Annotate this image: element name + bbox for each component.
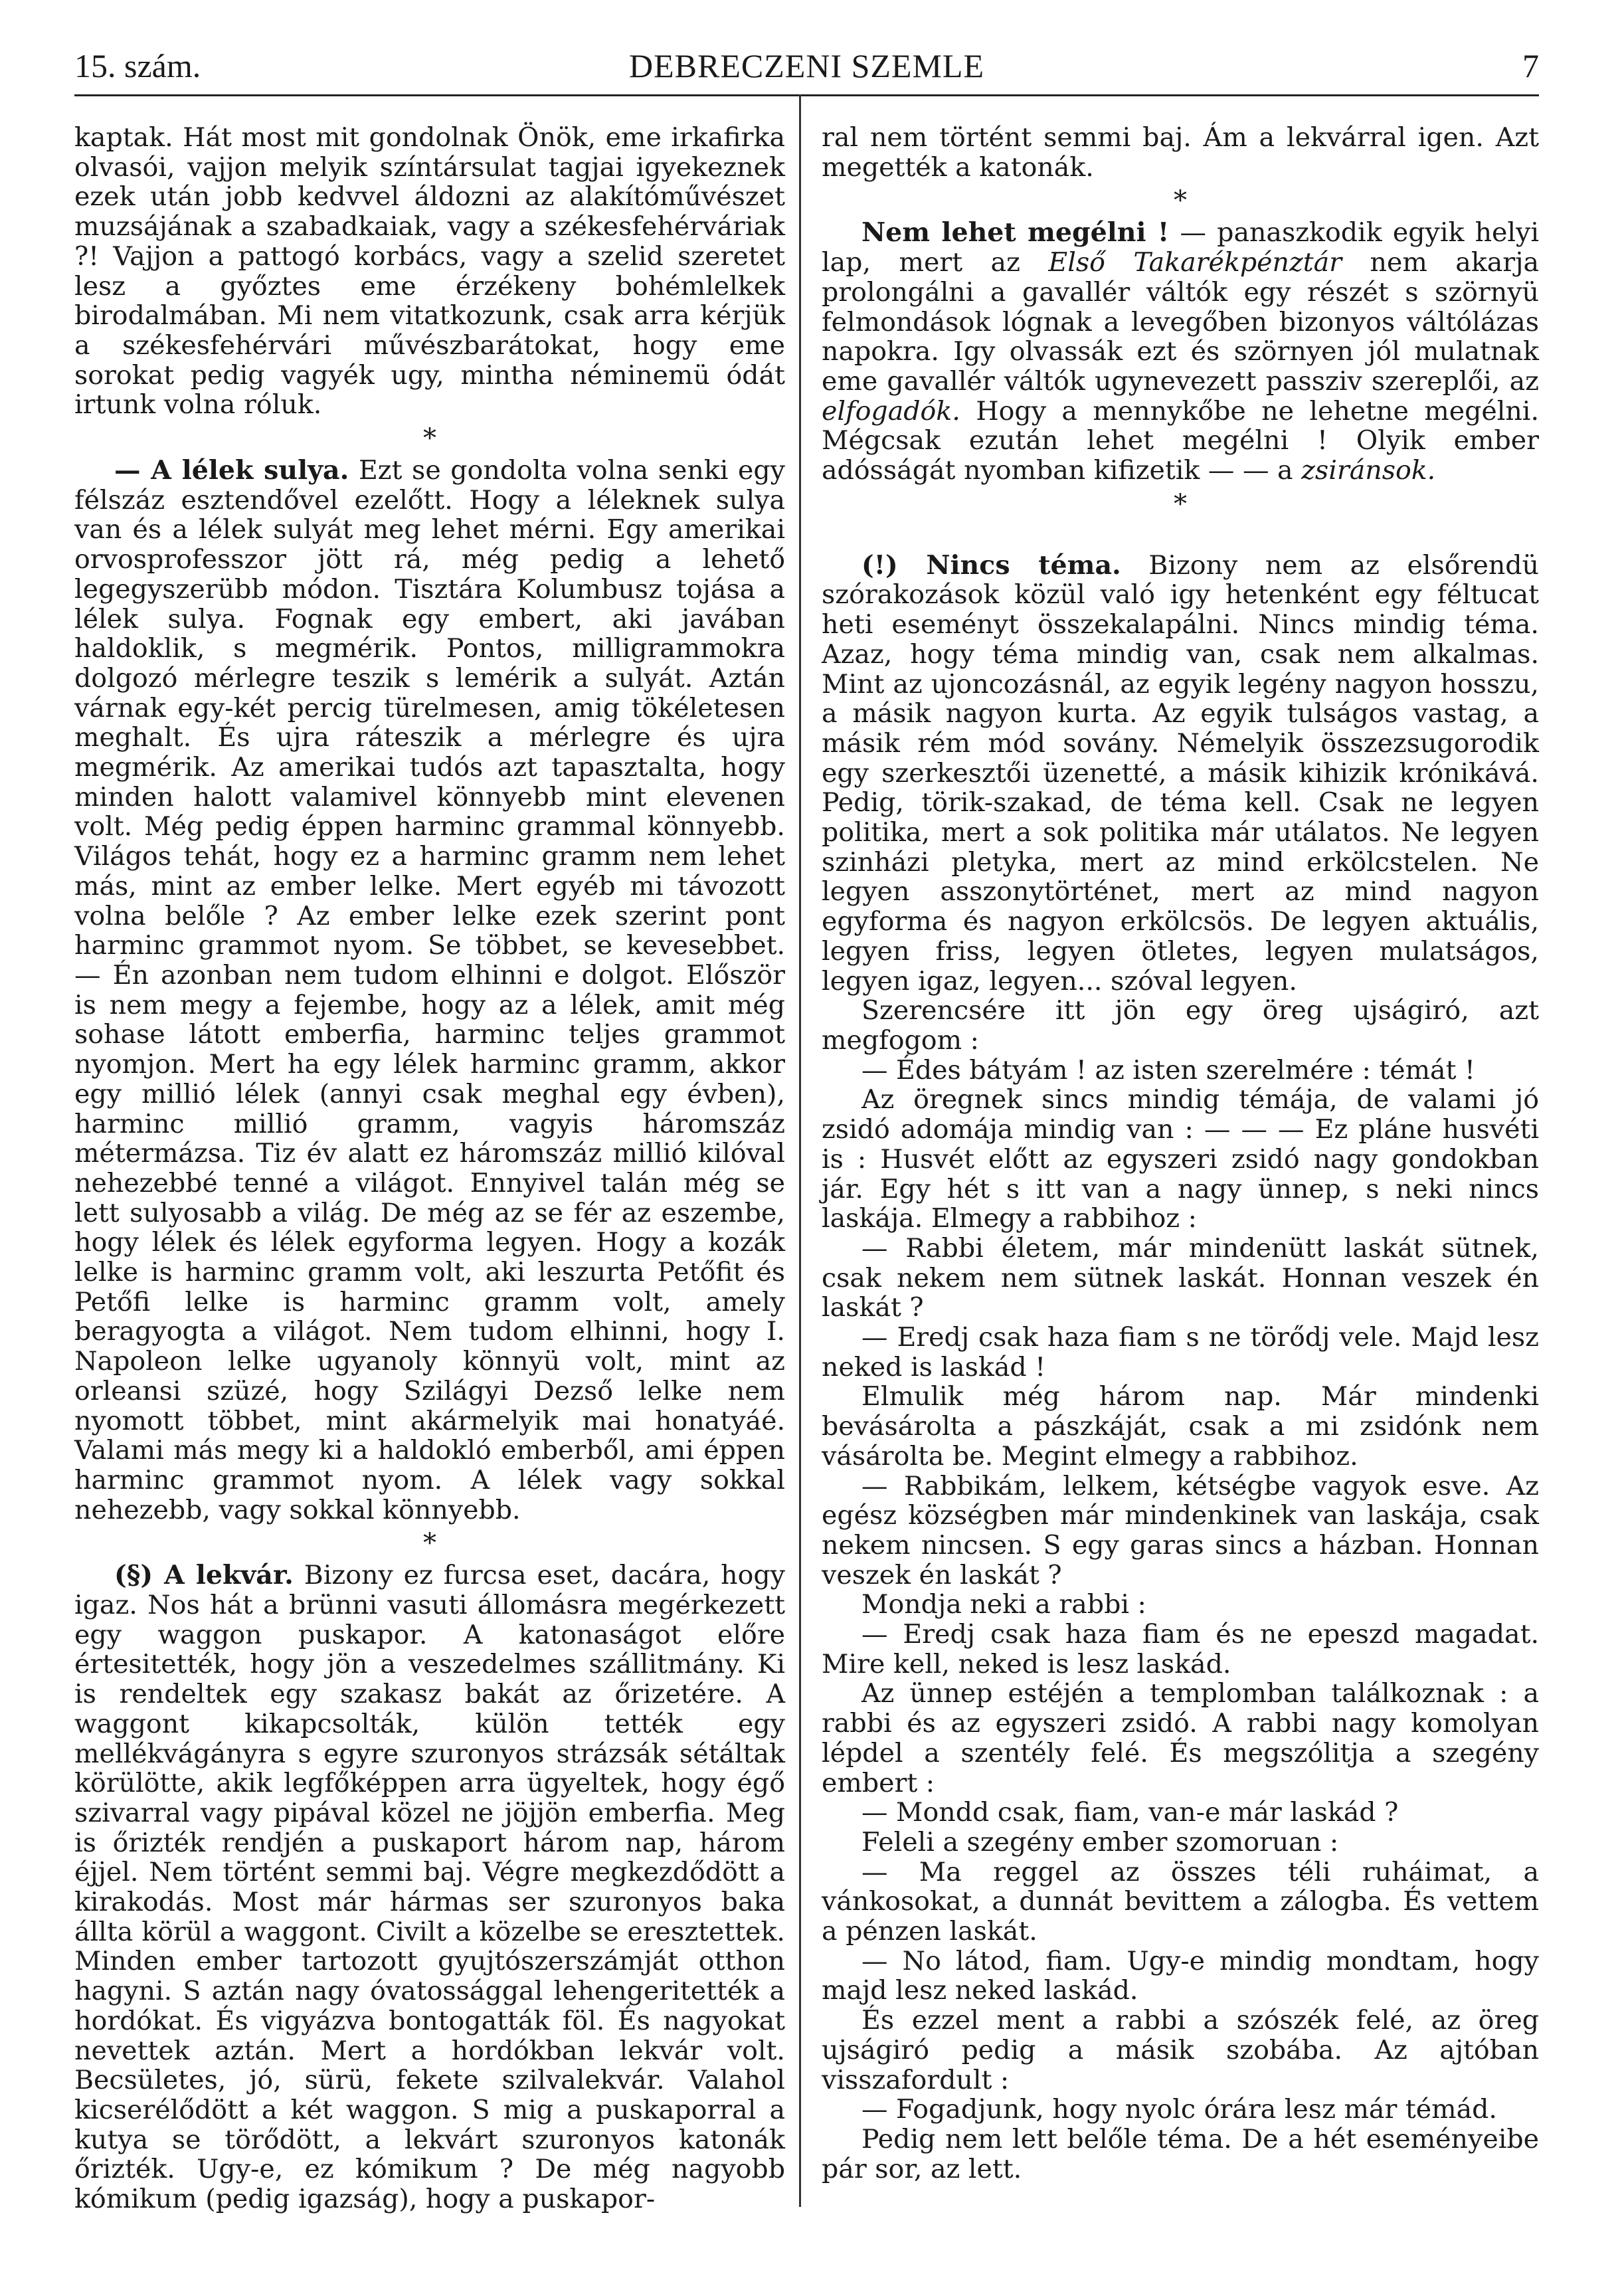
header-rule <box>74 94 1539 96</box>
paragraph: — Rabbikám, lelkem, kétségbe vagyok esve. Az egész községben már mindenkinek van laskája, csak nekem nincsen. S egy garas sincs a házban. Honnan veszek én laskát ? <box>822 1470 1539 1590</box>
lekvar-continuation: ral nem történt semmi baj. Ám a lekvárral igen. Azt megették a katonák. <box>822 122 1539 183</box>
paragraph: — No látod, fiam. Ugy-e mindig mondtam, hogy majd lesz neked laskád. <box>822 1945 1539 2006</box>
paragraph: — Mondd csak, fiam, van-e már laskád ? <box>861 1797 1399 1828</box>
journal-title: DEBRECZENI SZEMLE <box>628 47 985 84</box>
page-header <box>74 41 1539 88</box>
article-megelni-title: Nem lehet megélni ! <box>861 217 1170 248</box>
right-column <box>822 123 1539 2184</box>
paragraph: Az öregnek sincs mindig témája, de valami jó zsidó adomája mindig van : — — — Ez pláne husvéti is : Husvét előtt az egyszeri zsidó nagy gondokban jár. Egy hét s itt van a nagy ünnep, s neki nincs laskája. Elmegy a rabbihoz : <box>822 1084 1539 1234</box>
paragraph: Az ünnep estéjén a templomban találkoznak : a rabbi és az egyszeri zsidó. A rabbi nagy komolyan lépdel a szentély felé. És megszólitja a szegény embert : <box>822 1678 1539 1798</box>
section-separator: * <box>423 423 436 454</box>
article-lekvar <box>74 1561 785 2214</box>
page-number: 7 <box>1522 47 1539 84</box>
paragraph: — Fogadjunk, hogy nyolc órára lesz már témád. <box>861 2094 1497 2125</box>
article-lekvar-body: Bizony ez furcsa eset, dacára, hogy igaz. Nos hát a brünni vasuti állomásra megérkezett egy waggon puskapor. A katonaságot előre értesitették, hogy jön a veszedelmes szállitmány. Ki is rendeltek egy szakasz bakát az őrizetére. A waggont kikapcsolták, külön tették egy mellékvágányra s egyre szuronyos strázsák sétáltak körülötte, akik legfőképpen arra ügyeltek, hogy égő szivarral vagy pipával közel ne jöjjön emberfia. Meg is őrizték rendjén a puskaport három nap, három éjjel. Nem történt semmi baj. Végre megkezdődött a kirakodás. Most már hármas ser szuronyos baka állta körül a waggont. Civilt a közelbe se eresztettek. Minden ember tartozott gyujtószerszámját otthon hagyni. S aztán nagy óvatossággal lehengeritették a hordókat. És vigyázva bontogatták föl. És nagyokat nevettek aztán. Mert a hordókban lekvár volt. Becsületes, jó, sürü, fekete szilvalekvár. Valahol kicserélődött a két waggon. S mig a puskaporral a kutya se törődött, a lekvárt szuronyos katonák őrizték. Ugy-e, ez kómikum ? De még nagyobb kómikum (pedig igazság), hogy a puskapor- <box>74 1560 785 2215</box>
paragraph: Elmulik még három nap. Már mindenki bevásárolta a pászkáját, csak a mi zsidónk nem vásárolta be. Megint elmegy a rabbihoz. <box>822 1381 1539 1472</box>
article-lelek-body: Ezt se gondolta volna senki egy félszáz esztendővel ezelőtt. Hogy a léleknek sulya van és a lélek sulyát meg lehet mérni. Egy amerikai orvosprofesszor jött rá, még pedig a lehető legegyszerübb módon. Tisztára Kolumbusz tojása a lélek sulya. Fognak egy embert, aki javában haldoklik, s megmérik. Pontos, milligrammokra dolgozó mérlegre teszik s lemérik a sulyát. Aztán várnak egy-két percig türelmesen, amig tökéletesen meghalt. És ujra ráteszik a mérlegre és ujra megmérik. Az amerikai tudós azt tapasztalta, hogy minden halott valamivel könnyebb mint elevenen volt. Még pedig éppen harminc grammal könnyebb. Világos tehát, hogy ez a harminc gramm nem lehet más, mint az ember lelke. Mert egyéb mi távozott volna belőle ? Az ember lelke ezek szerint pont harminc grammot nyom. Se többet, se kevesebbet. — Én azonban nem tudom elhinni e dolgot. Először is nem megy a fejembe, hogy az a lélek, amit még sohase látott emberfia, harminc teljes grammot nyomjon. Mert ha egy lélek harminc gramm, akkor egy millió lélek (annyi csak meghal egy évben), harminc millió gramm, vagyis háromszáz métermázsa. Tiz év alatt ez háromszáz millió kilóval nehezebbé tenné a világot. Ennyivel talán még se lett sulyosabb a világ. De még az se fér az eszembe, hogy lélek és lélek egyforma legyen. Hogy a kozák lelke is harminc gramm volt, aki leszurta Petőfit és Petőfi lelke is harminc gramm volt, amely beragyogta a világot. Nem tudom elhinni, hogy I. Napoleon lelke ugyanoly könnyü volt, mint az orleansi szüzé, hogy Szilágyi Dezső lelke nem nyomott többet, mint akármelyik mai honatyáé. Valami más megy ki a haldokló emberből, ami éppen harminc grammot nyom. A lélek vagy sokkal nehezebb, vagy sokkal könnyebb. <box>74 455 785 1525</box>
paragraph: — Ma reggel az összes téli ruháimat, a vánkosokat, a dunnát bevittem a zálogba. És vettem a pénzen laskát. <box>822 1856 1539 1947</box>
left-column <box>74 123 785 2214</box>
article-lekvar-title: (§) A lekvár. <box>114 1560 294 1591</box>
paragraph: — Édes bátyám ! az isten szerelmére : témát ! <box>861 1054 1475 1086</box>
article-lelek-title: — A lélek sulya. <box>114 455 349 486</box>
term-elfogadok: elfogadók. <box>822 395 960 427</box>
paragraph: Szerencsére itt jön egy öreg ujságiró, azt megfogom : <box>822 995 1539 1056</box>
term-zsiransok: zsiránsok. <box>1301 455 1436 486</box>
section-separator: * <box>423 1528 436 1559</box>
column-divider <box>799 94 801 2207</box>
spacer <box>822 522 1539 551</box>
article-megelni-text-b: nem akarja prolongálni a gavallér váltók egy részét s szörnyü felmondások lógnak a levegőben bizonyos váltólázas napokra. Igy olvassák ezt és szörnyen jól mulatnak eme gavallér váltók ugynevezett passziv szereplői, az <box>822 247 1539 397</box>
paragraph: És ezzel ment a rabbi a szószék felé, az öreg ujságiró pedig a másik szobába. Az ajtóban visszafordult : <box>822 2005 1539 2095</box>
article-tema-body: Bizony nem az elsőrendü szórakozások közül való igy hetenként egy féltucat heti eseményt összekalapálni. Nincs mindig téma. Azaz, hogy téma mindig van, csak nem alkalmas. Mint az ujoncozásnál, az egyik legény nagyon hosszu, a másik nagyon kurta. Az egyik tulságos vastag, a másik rém mód sovány. Némelyik összezsugorodik egy szerkesztői üzenetté, a másik kihizik krónikává. Pedig, törik-szakad, de téma kell. Csak ne legyen politika, mert a sok politika már utálatos. Ne legyen szinházi pletyka, mert az mind erkölcstelen. Ne legyen asszonytörténet, mert az mind nagyon egyforma és nagyon erkölcsös. De legyen aktuális, legyen friss, legyen ötletes, legyen mulatságos, legyen igaz, legyen... szóval legyen. <box>822 549 1539 997</box>
paragraph: Mondja neki a rabbi : <box>861 1589 1146 1620</box>
paragraph: — Eredj csak haza fiam s ne törődj vele. Majd lesz neked is laskád ! <box>822 1322 1539 1383</box>
paragraph: Feleli a szegény ember szomoruan : <box>861 1826 1339 1858</box>
article-lelek <box>74 456 785 1525</box>
paragraph: — Rabbi életem, már mindenütt laskát sütnek, csak nekem nem sütnek laskát. Honnan veszek én laskát ? <box>822 1232 1539 1323</box>
paragraph: — Eredj csak haza fiam és ne epeszd magadat. Mire kell, neked is lesz laskád. <box>822 1619 1539 1679</box>
section-separator: * <box>1174 185 1187 217</box>
issue-number: 15. szám. <box>74 47 201 84</box>
article-megelni <box>822 218 1539 485</box>
intro-paragraph: kaptak. Hát most mit gondolnak Önök, eme irkafirka olvasói, vajjon melyik színtársulat tagjai igyekeznek ezek után jobb kedvvel áldozni az alakítóművészet muzsájának a szabadkaiak, vagy a székesfehérváriak ?! Vajjon a pattogó korbács, vagy a szelid szeretet lesz a győztes eme érzékeny bohémlelkek birodalmában. Mi nem vitatkozunk, csak arra kérjük a székesfehérvári művészbarátokat, hogy eme sorokat pedig vagyék ugy, mintha néminemü ódát irtunk volna róluk. <box>74 122 785 421</box>
section-separator: * <box>1174 488 1187 520</box>
paragraph: Pedig nem lett belőle téma. De a hét eseményeibe pár sor, az lett. <box>822 2124 1539 2184</box>
bank-name: Első Takarékpénztár <box>1048 247 1342 278</box>
article-megelni-text-c: Hogy a mennykőbe ne lehetne megélni. Mégcsak ezután lehet megélni ! Olyik ember adósságát nyomban kifizetik — — a <box>822 395 1539 486</box>
article-tema <box>822 551 1539 997</box>
article-tema-title: (!) Nincs téma. <box>861 549 1121 581</box>
article-megelni-text-a: — panaszkodik egyik helyi lap, mert az <box>822 217 1539 278</box>
